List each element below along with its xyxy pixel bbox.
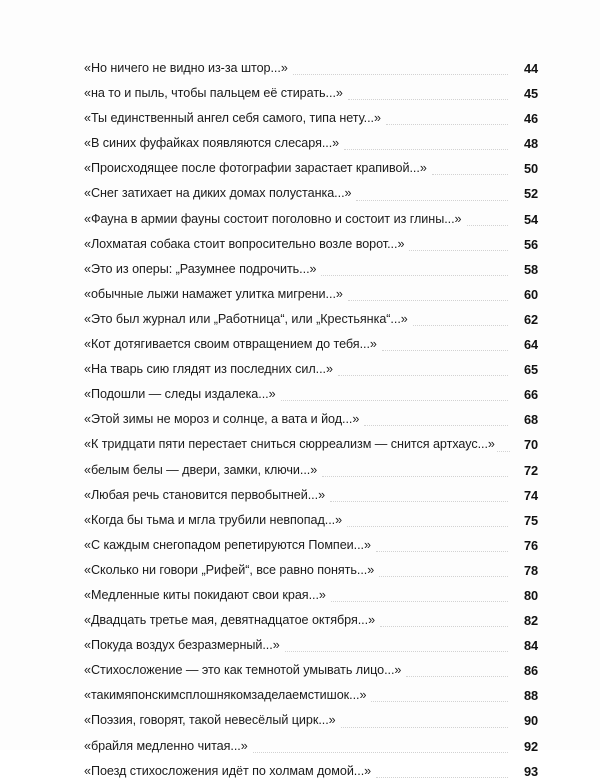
- toc-entry-title: «Ты единственный ангел себя самого, типа нету...»: [84, 111, 381, 126]
- toc-entry-page-number: 46: [523, 111, 538, 127]
- toc-dot-leader: [376, 770, 508, 780]
- toc-entry-title: «Двадцать третье мая, девятнадцатое октября...»: [84, 613, 376, 628]
- toc-entry[interactable]: [84, 156, 538, 181]
- toc-entry[interactable]: [84, 432, 538, 457]
- toc-dot-leader: [348, 92, 508, 102]
- toc-dot-leader: [497, 444, 510, 454]
- toc-entry[interactable]: [84, 583, 538, 608]
- toc-entry-title: «на то и пыль, чтобы пальцем её стирать...»: [84, 86, 343, 101]
- toc-entry-page-number: 54: [523, 211, 538, 227]
- toc-entry-page-number: 93: [523, 763, 538, 779]
- toc-entry-title: «Стихосложение — это как темнотой умывать лицо...»: [84, 663, 402, 678]
- toc-entry[interactable]: [84, 257, 538, 282]
- toc-entry-title: «Поезд стихосложения идёт по холмам домой...»: [84, 763, 372, 778]
- toc-entry-title: «Любая речь становится первобытней...»: [84, 487, 326, 502]
- toc-entry-page-number: 52: [523, 186, 538, 202]
- toc-dot-leader: [409, 243, 508, 253]
- toc-dot-leader: [379, 569, 508, 579]
- toc-dot-leader: [338, 368, 508, 378]
- toc-entry[interactable]: [84, 658, 538, 683]
- toc-dot-leader: [432, 167, 508, 177]
- toc-entry-title: «Это был журнал или „Работница“, или „Крестьянка“...»: [84, 311, 408, 326]
- toc-entry[interactable]: [84, 708, 538, 733]
- toc-dot-leader: [344, 142, 508, 152]
- toc-entry-page-number: 60: [523, 286, 538, 302]
- toc-dot-leader: [356, 193, 508, 203]
- toc-entry-title: «Поэзия, говорят, такой невесёлый цирк...»: [84, 713, 336, 728]
- toc-entry[interactable]: [84, 357, 538, 382]
- toc-entry-title: «С каждым снегопадом репетируются Помпеи...»: [84, 537, 371, 552]
- toc-entry-title: «Но ничего не видно из-за штор...»: [84, 61, 288, 75]
- toc-entry[interactable]: [84, 131, 538, 156]
- toc-dot-leader: [321, 268, 508, 278]
- toc-entry-title: «Снег затихает на диких домах полустанка...»: [84, 186, 352, 201]
- toc-entry-page-number: 74: [523, 487, 538, 503]
- toc-dot-leader: [293, 67, 508, 77]
- toc-entry-page-number: 65: [523, 362, 538, 378]
- toc-entry[interactable]: [84, 232, 538, 257]
- toc-entry[interactable]: [84, 307, 538, 332]
- toc-dot-leader: [386, 117, 508, 127]
- toc-entry-page-number: 56: [523, 236, 538, 252]
- toc-dot-leader: [331, 594, 508, 604]
- toc-entry-title: «обычные лыжи намажет улитка мигрени...»: [84, 286, 343, 301]
- toc-entry-page-number: 50: [523, 161, 538, 177]
- toc-entry-title: «На тварь сию глядят из последних сил...»: [84, 362, 333, 377]
- toc-entry-title: «Этой зимы не мороз и солнце, а вата и йод...»: [84, 412, 360, 427]
- toc-entry[interactable]: [84, 56, 538, 81]
- toc-entry-page-number: 86: [523, 663, 538, 679]
- toc-entry[interactable]: [84, 332, 538, 357]
- toc-entry[interactable]: [84, 282, 538, 307]
- toc-entry-page-number: 58: [523, 261, 538, 277]
- toc-dot-leader: [348, 293, 508, 303]
- toc-entry-page-number: 62: [523, 311, 538, 327]
- toc-entry-page-number: 72: [523, 462, 538, 478]
- toc-entry-title: «брайля медленно читая...»: [84, 738, 248, 753]
- toc-entry[interactable]: [84, 558, 538, 583]
- toc-entry[interactable]: [84, 759, 538, 784]
- toc-entry[interactable]: [84, 734, 538, 759]
- toc-entry-page-number: 78: [523, 562, 538, 578]
- toc-dot-leader: [322, 469, 508, 479]
- toc-entry-page-number: 80: [523, 587, 538, 603]
- toc-entry-title: «Лохматая собака стоит вопросительно возле ворот...»: [84, 236, 405, 251]
- toc-entry-title: «Медленные киты покидают свои края...»: [84, 587, 326, 602]
- toc-dot-leader: [364, 418, 508, 428]
- toc-entry-page-number: 88: [523, 688, 538, 704]
- toc-entry[interactable]: [84, 683, 538, 708]
- toc-entry-page-number: 68: [523, 412, 538, 428]
- toc-entry-page-number: 66: [523, 387, 538, 403]
- toc-entry-page-number: 92: [523, 738, 538, 754]
- toc-entry-page-number: 90: [523, 713, 538, 729]
- toc-dot-leader: [371, 694, 508, 704]
- toc-entry-title: «К тридцати пяти перестает сниться сюрреализм — снится артхаус...»: [84, 437, 495, 452]
- toc-entry-page-number: 75: [523, 512, 538, 528]
- toc-dot-leader: [467, 218, 509, 228]
- toc-dot-leader: [380, 619, 508, 629]
- toc-dot-leader: [347, 519, 508, 529]
- toc-dot-leader: [376, 544, 508, 554]
- toc-entry[interactable]: [84, 483, 538, 508]
- toc-entry-title: «Сколько ни говори „Рифей“, все равно понять...»: [84, 562, 375, 577]
- toc-dot-leader: [413, 318, 508, 328]
- toc-entry-page-number: 70: [523, 437, 538, 453]
- toc-entry-title: «Подошли — следы издалека...»: [84, 387, 276, 402]
- toc-entry-page-number: 45: [523, 86, 538, 102]
- toc-entry-title: «Когда бы тьма и мгла трубили невпопад...»: [84, 512, 343, 527]
- toc-entry[interactable]: [84, 382, 538, 407]
- toc-entry-title: «Происходящее после фотографии зарастает крапивой...»: [84, 161, 427, 176]
- toc-entry[interactable]: [84, 181, 538, 206]
- toc-entry[interactable]: [84, 458, 538, 483]
- toc-entry-title: «В синих фуфайках появляются слесаря...»: [84, 136, 340, 151]
- toc-entry[interactable]: [84, 207, 538, 232]
- toc-list: [84, 56, 538, 784]
- toc-entry-title: «такимяпонскимсплошнякомзаделаемстишок...»: [84, 688, 367, 703]
- toc-dot-leader: [330, 494, 508, 504]
- toc-entry[interactable]: [84, 608, 538, 633]
- toc-dot-leader: [382, 343, 508, 353]
- toc-dot-leader: [285, 644, 508, 654]
- toc-entry-title: «Фауна в армии фауны состоит поголовно и состоит из глины...»: [84, 211, 462, 226]
- toc-entry-title: «Это из оперы: „Разумнее подрочить...»: [84, 261, 317, 276]
- toc-entry[interactable]: [84, 407, 538, 432]
- toc-entry[interactable]: [84, 81, 538, 106]
- toc-entry-title: «Покуда воздух безразмерный...»: [84, 638, 280, 653]
- toc-entry-title: «Кот дотягивается своим отвращением до тебя...»: [84, 337, 377, 352]
- toc-entry-title: «белым белы — двери, замки, ключи...»: [84, 462, 318, 477]
- toc-entry-page-number: 76: [523, 537, 538, 553]
- toc-entry-page-number: 64: [523, 337, 538, 353]
- toc-entry[interactable]: [84, 633, 538, 658]
- toc-dot-leader: [341, 720, 508, 730]
- toc-entry-page-number: 48: [523, 136, 538, 152]
- toc-entry-page-number: 82: [523, 613, 538, 629]
- toc-entry[interactable]: [84, 533, 538, 558]
- toc-entry-page-number: 84: [523, 638, 538, 654]
- toc-dot-leader: [406, 669, 508, 679]
- toc-entry[interactable]: [84, 508, 538, 533]
- toc-entry-page-number: 44: [523, 61, 538, 76]
- toc-dot-leader: [281, 393, 508, 403]
- toc-entry[interactable]: [84, 106, 538, 131]
